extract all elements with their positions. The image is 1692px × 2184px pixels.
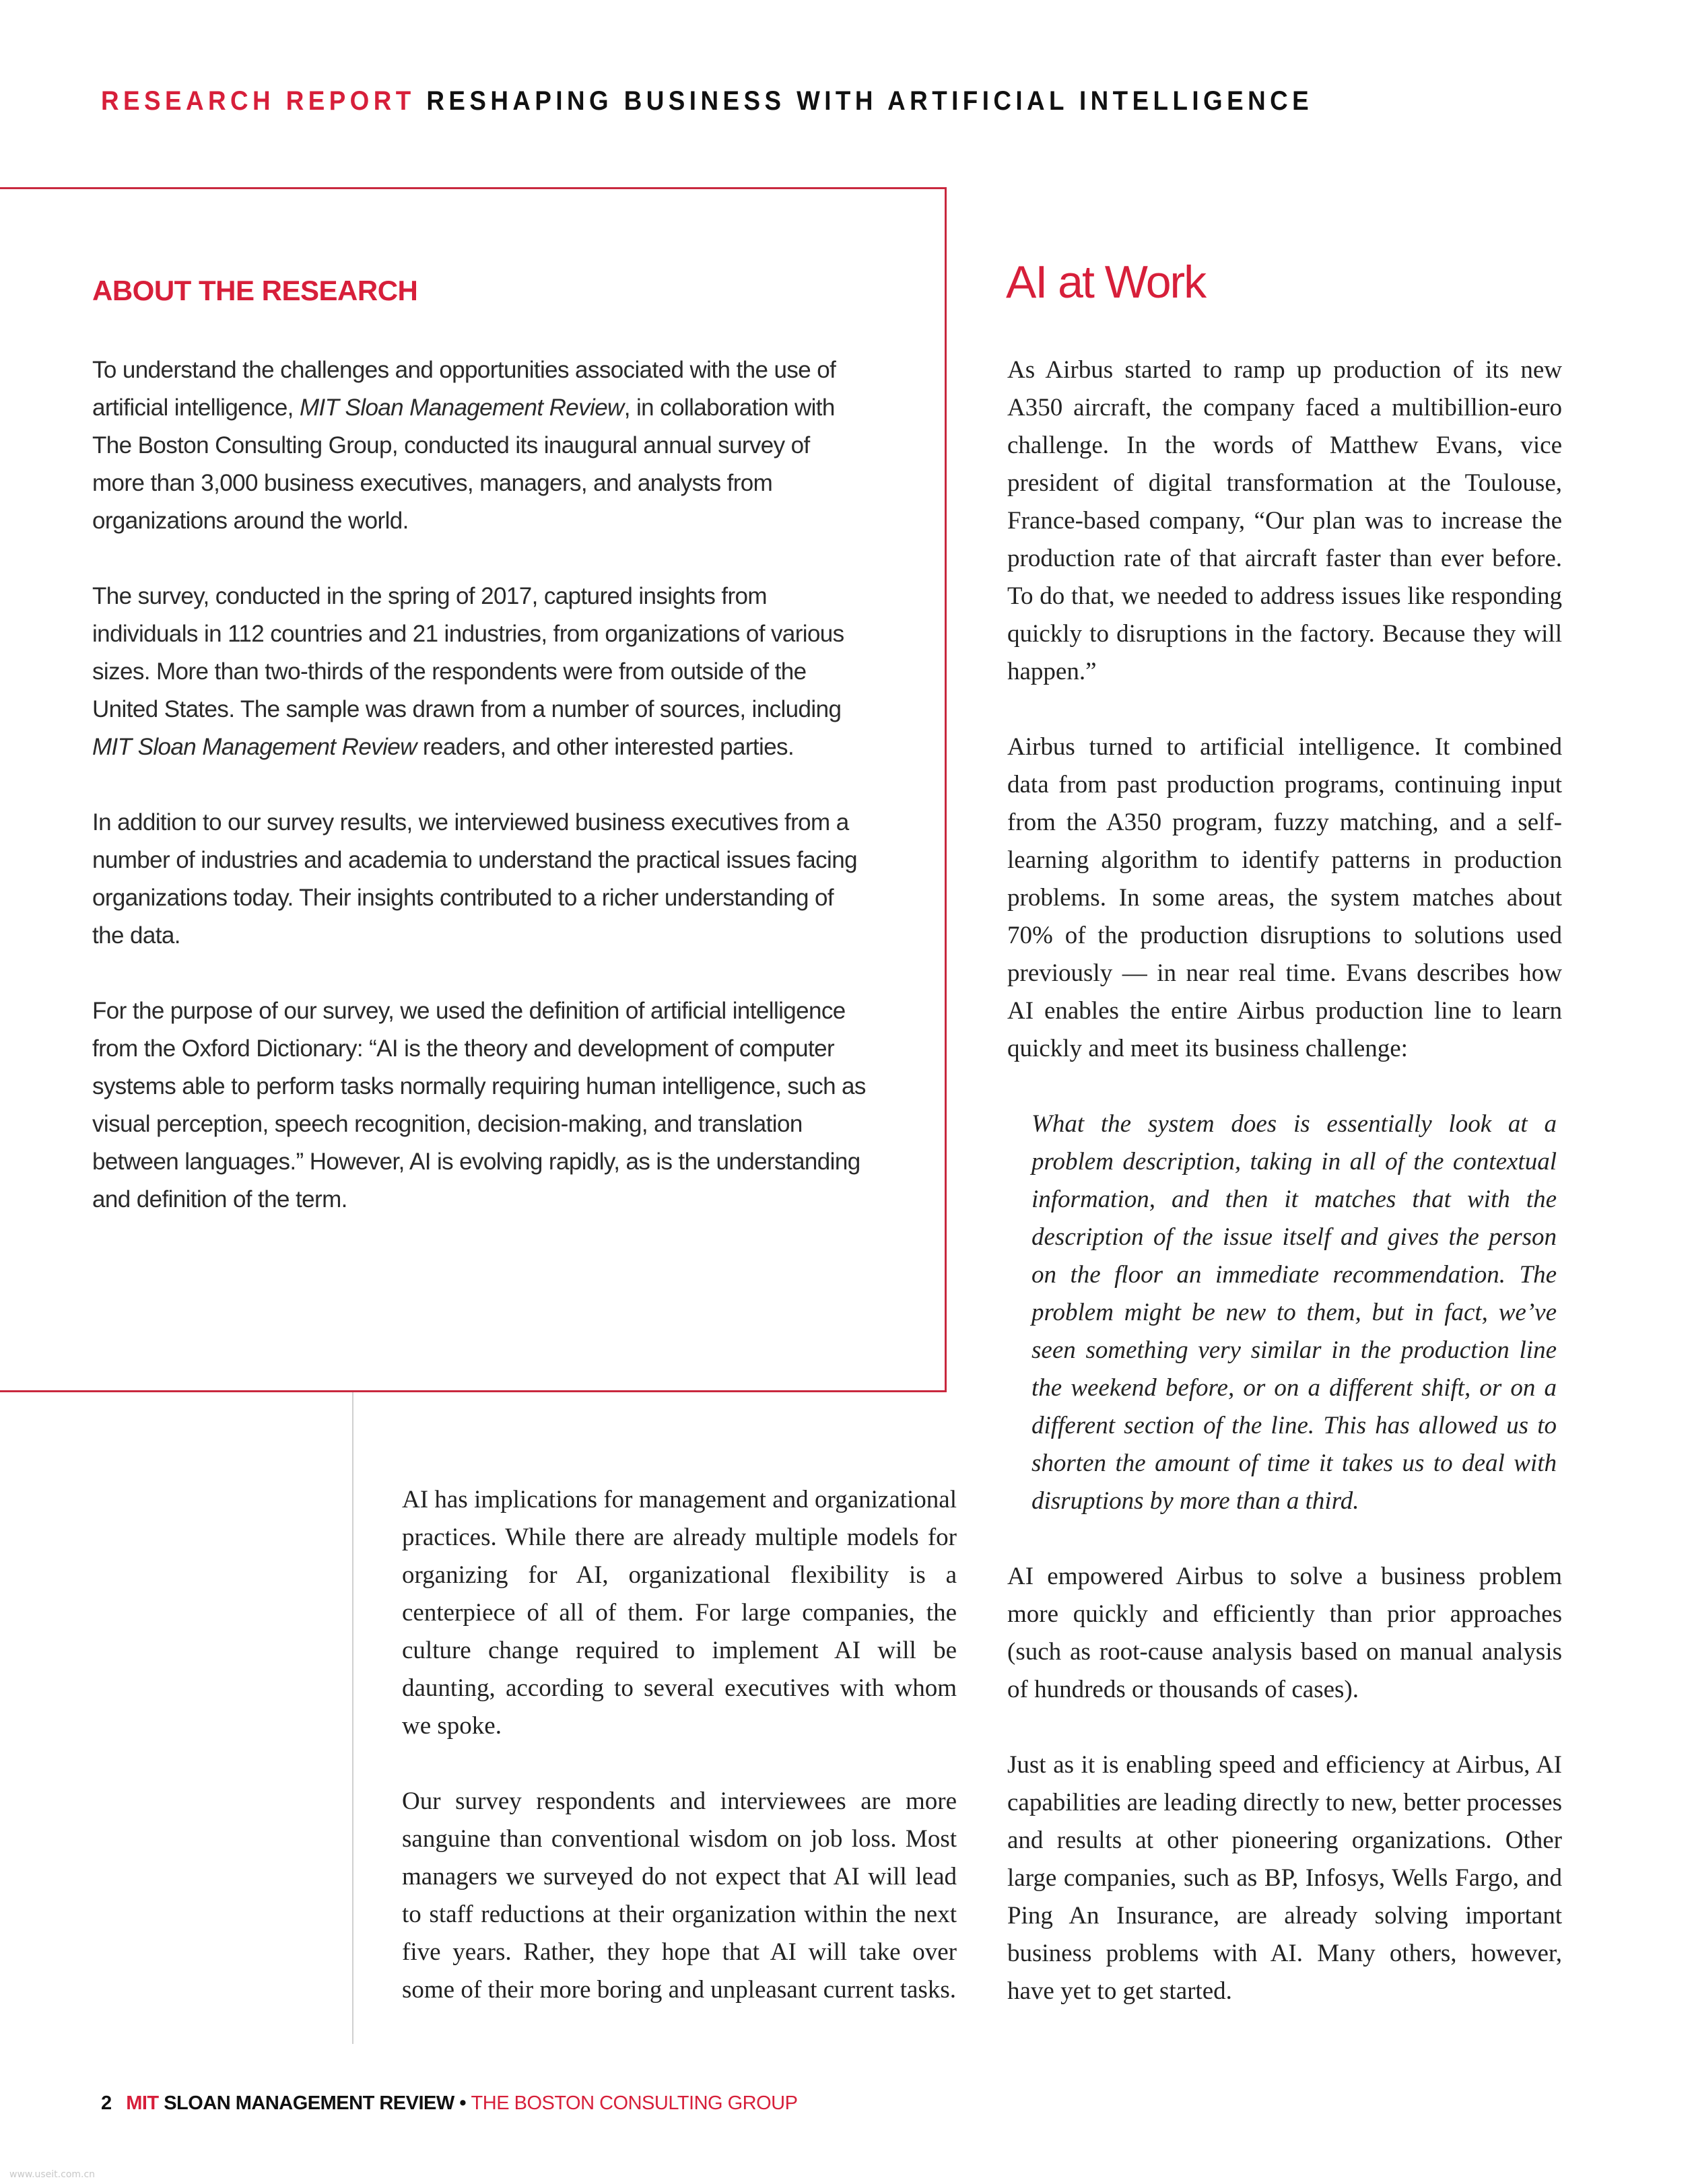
running-header [101,86,1313,116]
header-label: RESEARCH REPORT [101,86,415,116]
about-paragraph-1 [92,351,867,540]
footer-mit: MIT [126,2092,159,2114]
page-footer [101,2092,797,2115]
right-paragraph-4: Just as it is enabling speed and efficiency at Airbus, AI capabilities are leading directly to new, better processes and results at other pioneering organizations. Other large companies, such as BP, Infosys, Wells Fargo, and Ping An Insurance, are already solving important business problems with AI. Many others, however, have yet to get started. [1007,1751,1562,2005]
middle-paragraph-2: Our survey respondents and interviewees are more sanguine than conventional wisdom on job loss. Most managers we surveyed do not expect that AI will lead to staff reductions at their organization within the next five years. Rather, they hope that AI will take over some of their more boring and unpleasant current tasks. [402,1787,957,2004]
header-title: RESHAPING BUSINESS WITH ARTIFICIAL INTELLIGENCE [426,86,1314,116]
footer-publication: SLOAN MANAGEMENT REVIEW [164,2092,454,2114]
about-research-body [92,351,867,1256]
middle-paragraph-1: AI has implications for management and organizational practices. While there are already multiple models for organizing for AI, organizational flexibility is a centerpiece of all of them. For large companies, the culture change required to implement AI will be daunting, according to several executives with whom we spoke. [402,1486,957,1740]
watermark: www.useit.com.cn [9,2169,96,2180]
about-paragraph-2 [92,578,867,766]
about-paragraph-4: For the purpose of our survey, we used the definition of artificial intelligence from the Oxford Dictionary: “AI is the theory and development of computer systems able to perform tasks normally requiring human intelligence, such as visual perception, speech recognition, decision-making, and translation between languages.” However, AI is evolving rapidly, as is the understanding and definition of the term. [92,998,866,1213]
text-span: readers, and other interested parties. [416,734,794,760]
middle-column [402,1481,957,2047]
right-column [1007,351,1562,2048]
text-span: To understand the challenges and opportunities associated with the use of artificial intelligence, [92,357,836,421]
right-paragraph-1: As Airbus started to ramp up production of its new A350 aircraft, the company faced a multibillion-euro challenge. In the words of Matthew Evans, vice president of digital transformation at the Toulouse, France-based company, “Our plan was to increase the production rate of that aircraft faster than ever before. To do that, we needed to address issues like responding quickly to disruptions in the factory. Because they will happen.” [1007,356,1562,685]
column-divider [352,1392,353,2044]
footer-separator: • [459,2092,466,2114]
right-paragraph-2: Airbus turned to artificial intelligence. It combined data from past production programs, continuing input from the A350 program, fuzzy matching, and a self-learning algorithm to identify patterns in production problems. In some areas, the system matches about 70% of the production disruptions to solutions used previously — in near real time. Evans describes how AI enables the entire Airbus production line to learn quickly and meet its business challenge: [1007,733,1562,1062]
about-paragraph-3: In addition to our survey results, we interviewed business executives from a number of industries and academia to understand the practical issues facing organizations today. Their insights contributed to a richer understanding of the data. [92,809,857,949]
publication-name: MIT Sloan Management Review [299,395,624,421]
page-number: 2 [101,2092,112,2114]
publication-name: MIT Sloan Management Review [92,734,417,760]
block-quote: What the system does is essentially look at a problem description, taking in all of the contextual information, and then it matches that with the description of the issue itself and gives the person on the floor an immediate recommendation. The problem might be new to them, but in fact, we’ve seen something very similar in the production line the weekend before, or on a different shift, or on a different section of the line. This has allowed us to shorten the amount of time it takes us to deal with disruptions by more than a third. [1031,1110,1557,1515]
text-span: The survey, conducted in the spring of 2017, captured insights from individuals in 112 countries and 21 industries, from organizations of various sizes. More than two-thirds of the respondents were from outside of the United States. The sample was drawn from a number of sources, including [92,583,844,722]
about-research-title: ABOUT THE RESEARCH [92,275,418,306]
right-paragraph-3: AI empowered Airbus to solve a business problem more quickly and efficiently than prior approaches (such as root-cause analysis based on manual analysis of hundreds or thousands of cases). [1007,1563,1562,1703]
footer-partner: THE BOSTON CONSULTING GROUP [471,2092,798,2114]
text-span: , in collaboration with The Boston Consulting Group, conducted its inaugural annual survey of more than 3,000 business executives, managers, and analysts from organizations around the world. [92,395,835,534]
section-title-ai-at-work: AI at Work [1006,257,1206,308]
